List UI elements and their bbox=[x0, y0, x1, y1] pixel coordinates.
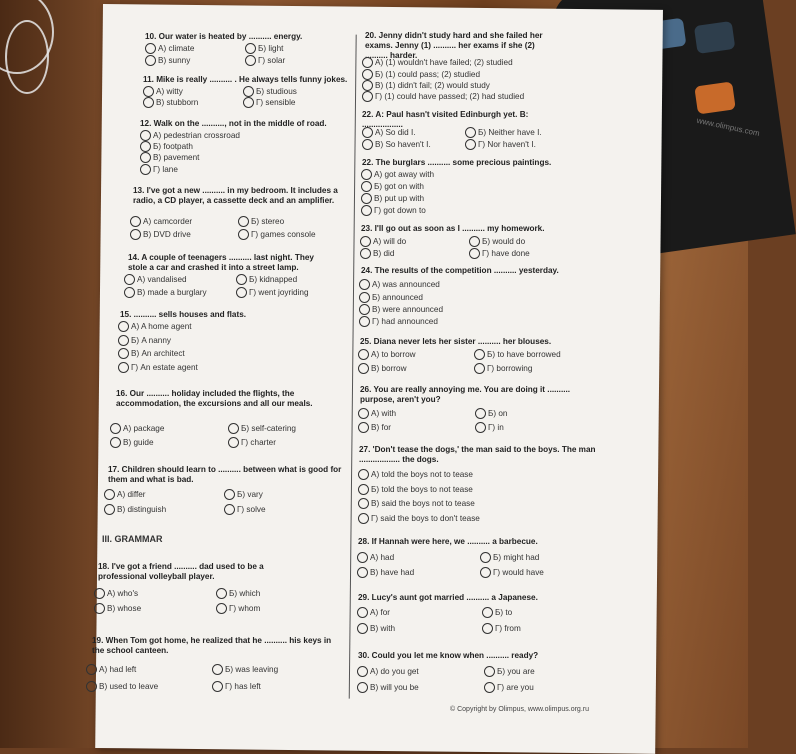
option-d[interactable]: Г) solve bbox=[224, 504, 266, 515]
option-a[interactable]: A) was announced bbox=[359, 279, 440, 290]
radio-circle[interactable] bbox=[145, 43, 156, 54]
radio-circle[interactable] bbox=[238, 216, 249, 227]
option-b[interactable]: Б) stereo bbox=[238, 216, 284, 227]
radio-circle[interactable] bbox=[482, 607, 493, 618]
option-d[interactable]: Г) has left bbox=[212, 681, 261, 692]
radio-circle[interactable] bbox=[94, 588, 105, 599]
radio-circle[interactable] bbox=[140, 152, 151, 163]
radio-circle[interactable] bbox=[216, 603, 227, 614]
option-a[interactable]: A) vandalised bbox=[124, 274, 187, 285]
cable bbox=[5, 20, 49, 94]
option-d[interactable]: Г) borrowing bbox=[474, 363, 532, 374]
option-b[interactable]: Б) kidnapped bbox=[236, 274, 297, 285]
option-a[interactable]: A) differ bbox=[104, 489, 146, 500]
option-d[interactable]: Г) solar bbox=[245, 55, 285, 66]
question-22b: 22. The burglars .......... some precious paintings. bbox=[362, 158, 552, 167]
radio-circle[interactable] bbox=[243, 86, 254, 97]
question-18: 18. I've got a friend .......... dad used to be a professional volleyball player. bbox=[98, 562, 264, 581]
option-b[interactable]: Б) would do bbox=[469, 236, 525, 247]
radio-circle[interactable] bbox=[104, 504, 115, 515]
option-a[interactable]: A) A home agent bbox=[118, 321, 192, 332]
radio-circle[interactable] bbox=[357, 666, 368, 677]
question-12: 12. Walk on the .........., not in the middle of road. bbox=[140, 119, 327, 128]
option-c[interactable]: В) were announced bbox=[359, 304, 443, 315]
radio-circle[interactable] bbox=[124, 274, 135, 285]
option-b[interactable]: Б) studious bbox=[243, 86, 297, 97]
radio-circle[interactable] bbox=[358, 408, 369, 419]
radio-circle[interactable] bbox=[245, 43, 256, 54]
column-divider bbox=[349, 35, 357, 699]
option-a[interactable]: A) witty bbox=[143, 86, 183, 97]
option-c[interactable]: В) sunny bbox=[145, 55, 190, 66]
radio-circle[interactable] bbox=[358, 422, 369, 433]
question-10: 10. Our water is heated by .......... energy. bbox=[145, 32, 303, 41]
device-label: www.olimpus.com bbox=[695, 115, 761, 138]
radio-circle[interactable] bbox=[361, 205, 372, 216]
radio-circle[interactable] bbox=[130, 216, 141, 227]
option-c[interactable]: В) used to leave bbox=[86, 681, 158, 692]
question-23: 23. I'll go out as soon as I .......... my homework. bbox=[361, 224, 545, 233]
question-11: 11. Mike is really .......... . He always tells funny jokes. bbox=[143, 75, 348, 84]
radio-circle[interactable] bbox=[484, 682, 495, 693]
radio-circle[interactable] bbox=[140, 141, 151, 152]
radio-circle[interactable] bbox=[357, 567, 368, 578]
option-c[interactable]: В) put up with bbox=[361, 193, 424, 204]
option-b[interactable]: Б) self-catering bbox=[228, 423, 296, 434]
radio-circle[interactable] bbox=[104, 489, 115, 500]
option-a[interactable]: A) So did I. bbox=[362, 127, 416, 138]
option-c[interactable]: В) distinguish bbox=[104, 504, 166, 515]
question-22a: 22. A: Paul hasn't visited Edinburgh yet. B: .................. bbox=[362, 110, 529, 129]
option-b[interactable]: Б) to have borrowed bbox=[474, 349, 561, 360]
radio-circle[interactable] bbox=[358, 498, 369, 509]
question-17: 17. Children should learn to .......... between what is good for them and what is bad. bbox=[108, 465, 342, 484]
copyright-footer: © Copyright by Olimpus, www.olimpus.org.ru bbox=[450, 706, 589, 713]
radio-circle[interactable] bbox=[216, 588, 227, 599]
radio-circle[interactable] bbox=[238, 229, 249, 240]
option-b[interactable]: Б) might had bbox=[480, 552, 539, 563]
device-button bbox=[694, 81, 736, 114]
radio-circle[interactable] bbox=[118, 335, 129, 346]
radio-circle[interactable] bbox=[212, 664, 223, 675]
option-d[interactable]: Г) An estate agent bbox=[118, 362, 198, 373]
option-c[interactable]: В) will you be bbox=[357, 682, 419, 693]
option-c[interactable]: В) An architect bbox=[118, 348, 185, 359]
option-a[interactable]: A) had bbox=[357, 552, 394, 563]
radio-circle[interactable] bbox=[357, 623, 368, 634]
radio-circle[interactable] bbox=[474, 349, 485, 360]
option-c[interactable]: В) made a burglary bbox=[124, 287, 207, 298]
radio-circle[interactable] bbox=[212, 681, 223, 692]
option-c[interactable]: В) DVD drive bbox=[130, 229, 191, 240]
option-a[interactable]: A) who's bbox=[94, 588, 138, 599]
option-a[interactable]: A) pedestrian crossroad bbox=[140, 130, 240, 141]
question-13: 13. I've got a new .......... in my bedroom. It includes a radio, a CD player, a cassette deck and an amplifier. bbox=[133, 186, 338, 205]
option-d[interactable]: Г) whom bbox=[216, 603, 260, 614]
option-d[interactable]: Г) said the boys to don't tease bbox=[358, 513, 480, 524]
question-29: 29. Lucy's aunt got married .......... a Japanese. bbox=[358, 593, 538, 602]
radio-circle[interactable] bbox=[474, 363, 485, 374]
radio-circle[interactable] bbox=[469, 236, 480, 247]
option-d[interactable]: Г) have done bbox=[469, 248, 530, 259]
radio-circle[interactable] bbox=[358, 513, 369, 524]
option-a[interactable]: A) will do bbox=[360, 236, 406, 247]
section-title: III. GRAMMAR bbox=[102, 534, 163, 544]
option-b[interactable]: Б) vary bbox=[224, 489, 263, 500]
option-b[interactable]: Б) to bbox=[482, 607, 512, 618]
question-19: 19. When Tom got home, he realized that he .......... his keys in the school canteen. bbox=[92, 636, 332, 655]
question-27: 27. 'Don't tease the dogs,' the man said to the boys. The man .................. the dogs. bbox=[359, 445, 596, 464]
radio-circle[interactable] bbox=[465, 139, 476, 150]
radio-circle[interactable] bbox=[243, 97, 254, 108]
radio-circle[interactable] bbox=[358, 363, 369, 374]
option-b[interactable]: Б) was leaving bbox=[212, 664, 278, 675]
radio-circle[interactable] bbox=[357, 607, 368, 618]
option-a[interactable]: A) (1) wouldn't have failed; (2) studied bbox=[362, 57, 513, 68]
radio-circle[interactable] bbox=[130, 229, 141, 240]
radio-circle[interactable] bbox=[357, 552, 368, 563]
radio-circle[interactable] bbox=[143, 97, 154, 108]
option-c[interactable]: В) for bbox=[358, 422, 391, 433]
radio-circle[interactable] bbox=[362, 57, 373, 68]
option-c[interactable]: В) stubborn bbox=[143, 97, 198, 108]
option-a[interactable]: A) had left bbox=[86, 664, 136, 675]
radio-circle[interactable] bbox=[360, 248, 371, 259]
radio-circle[interactable] bbox=[362, 80, 373, 91]
radio-circle[interactable] bbox=[118, 362, 129, 373]
radio-circle[interactable] bbox=[357, 682, 368, 693]
option-b[interactable]: Б) announced bbox=[359, 292, 423, 303]
radio-circle[interactable] bbox=[224, 504, 235, 515]
radio-circle[interactable] bbox=[358, 349, 369, 360]
radio-circle[interactable] bbox=[359, 279, 370, 290]
radio-circle[interactable] bbox=[140, 164, 151, 175]
option-c[interactable]: В) whose bbox=[94, 603, 141, 614]
option-b[interactable]: Б) A nanny bbox=[118, 335, 171, 346]
question-28: 28. If Hannah were here, we .......... a barbecue. bbox=[358, 537, 538, 546]
question-24: 24. The results of the competition .......... yesterday. bbox=[361, 266, 559, 275]
radio-circle[interactable] bbox=[362, 127, 373, 138]
radio-circle[interactable] bbox=[94, 603, 105, 614]
radio-circle[interactable] bbox=[484, 666, 495, 677]
radio-circle[interactable] bbox=[465, 127, 476, 138]
radio-circle[interactable] bbox=[228, 423, 239, 434]
option-b[interactable]: Б) on bbox=[475, 408, 507, 419]
option-c[interactable]: В) pavement bbox=[140, 152, 199, 163]
radio-circle[interactable] bbox=[360, 236, 371, 247]
option-d[interactable]: Г) went joyriding bbox=[236, 287, 309, 298]
question-14: 14. A couple of teenagers .......... last night. They stole a car and crashed it into a street lamp. bbox=[128, 253, 314, 272]
option-a[interactable]: A) for bbox=[357, 607, 390, 618]
radio-circle[interactable] bbox=[118, 321, 129, 332]
radio-circle[interactable] bbox=[475, 408, 486, 419]
radio-circle[interactable] bbox=[358, 469, 369, 480]
option-b[interactable]: Б) you are bbox=[484, 666, 535, 677]
option-d[interactable]: Г) Nor haven't I. bbox=[465, 139, 536, 150]
radio-circle[interactable] bbox=[361, 181, 372, 192]
question-15: 15. .......... sells houses and flats. bbox=[120, 310, 247, 319]
radio-circle[interactable] bbox=[362, 91, 373, 102]
option-c[interactable]: В) with bbox=[357, 623, 395, 634]
radio-circle[interactable] bbox=[110, 423, 121, 434]
radio-circle[interactable] bbox=[359, 292, 370, 303]
option-a[interactable]: A) camcorder bbox=[130, 216, 192, 227]
radio-circle[interactable] bbox=[358, 484, 369, 495]
option-c[interactable]: В) have had bbox=[357, 567, 414, 578]
option-b[interactable]: Б) Neither have I. bbox=[465, 127, 542, 138]
option-a[interactable]: A) with bbox=[358, 408, 396, 419]
option-c[interactable]: В) did bbox=[360, 248, 394, 259]
radio-circle[interactable] bbox=[86, 681, 97, 692]
option-b[interactable]: Б) footpath bbox=[140, 141, 193, 152]
option-b[interactable]: Б) told the boys to not tease bbox=[358, 484, 473, 495]
option-b[interactable]: Б) got on with bbox=[361, 181, 424, 192]
radio-circle[interactable] bbox=[362, 69, 373, 80]
option-d[interactable]: Г) from bbox=[482, 623, 521, 634]
radio-circle[interactable] bbox=[480, 552, 491, 563]
option-b[interactable]: Б) (1) could pass; (2) studied bbox=[362, 69, 480, 80]
option-d[interactable]: Г) got down to bbox=[361, 205, 426, 216]
radio-circle[interactable] bbox=[140, 130, 151, 141]
radio-circle[interactable] bbox=[118, 348, 129, 359]
option-d[interactable]: Г) are you bbox=[484, 682, 534, 693]
radio-circle[interactable] bbox=[475, 422, 486, 433]
question-30: 30. Could you let me know when .......... ready? bbox=[358, 651, 539, 660]
option-d[interactable]: Г) games console bbox=[238, 229, 316, 240]
radio-circle[interactable] bbox=[359, 304, 370, 315]
radio-circle[interactable] bbox=[124, 287, 135, 298]
radio-circle[interactable] bbox=[228, 437, 239, 448]
radio-circle[interactable] bbox=[143, 86, 154, 97]
question-16: 16. Our .......... holiday included the flights, the accommodation, the excursions and all our meals. bbox=[116, 389, 313, 408]
option-c[interactable]: В) guide bbox=[110, 437, 154, 448]
radio-circle[interactable] bbox=[110, 437, 121, 448]
radio-circle[interactable] bbox=[482, 623, 493, 634]
radio-circle[interactable] bbox=[359, 316, 370, 327]
option-a[interactable]: A) to borrow bbox=[358, 349, 416, 360]
option-a[interactable]: A) package bbox=[110, 423, 164, 434]
option-a[interactable]: A) told the boys not to tease bbox=[358, 469, 473, 480]
option-c[interactable]: В) borrow bbox=[358, 363, 407, 374]
radio-circle[interactable] bbox=[236, 274, 247, 285]
option-d[interactable]: Г) in bbox=[475, 422, 504, 433]
radio-circle[interactable] bbox=[362, 139, 373, 150]
option-a[interactable]: A) climate bbox=[145, 43, 194, 54]
option-c[interactable]: В) (1) didn't fail; (2) would study bbox=[362, 80, 490, 91]
question-20: 20. Jenny didn't study hard and she failed her exams. Jenny (1) .......... her exams if she (2) .......... harder. bbox=[365, 31, 543, 60]
option-d[interactable]: Г) (1) could have passed; (2) had studied bbox=[362, 91, 524, 102]
question-26: 26. You are really annoying me. You are doing it .......... purpose, aren't you? bbox=[360, 385, 571, 404]
radio-circle[interactable] bbox=[245, 55, 256, 66]
option-c[interactable]: В) said the boys not to tease bbox=[358, 498, 475, 509]
option-b[interactable]: Б) which bbox=[216, 588, 260, 599]
question-25: 25. Diana never lets her sister .......... her blouses. bbox=[360, 337, 552, 346]
radio-circle[interactable] bbox=[86, 664, 97, 675]
radio-circle[interactable] bbox=[236, 287, 247, 298]
option-d[interactable]: Г) had announced bbox=[359, 316, 438, 327]
radio-circle[interactable] bbox=[361, 193, 372, 204]
option-d[interactable]: Г) sensible bbox=[243, 97, 295, 108]
option-a[interactable]: A) do you get bbox=[357, 666, 419, 677]
option-a[interactable]: A) got away with bbox=[361, 169, 434, 180]
radio-circle[interactable] bbox=[480, 567, 491, 578]
radio-circle[interactable] bbox=[361, 169, 372, 180]
radio-circle[interactable] bbox=[469, 248, 480, 259]
device-button bbox=[694, 21, 736, 54]
option-d[interactable]: Г) charter bbox=[228, 437, 276, 448]
option-d[interactable]: Г) would have bbox=[480, 567, 544, 578]
radio-circle[interactable] bbox=[145, 55, 156, 66]
radio-circle[interactable] bbox=[224, 489, 235, 500]
option-d[interactable]: Г) lane bbox=[140, 164, 178, 175]
option-c[interactable]: В) So haven't I. bbox=[362, 139, 431, 150]
option-b[interactable]: Б) light bbox=[245, 43, 283, 54]
